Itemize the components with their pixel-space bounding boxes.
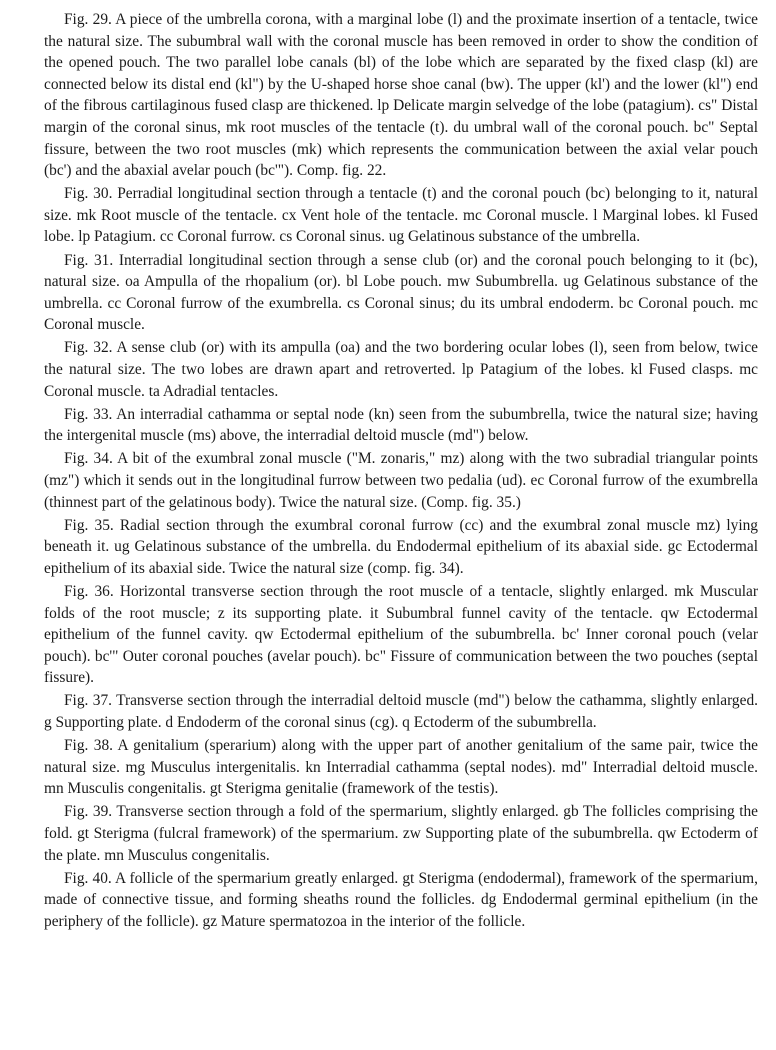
caption-fig-38: Fig. 38. A genitalium (sperarium) along with the upper part of another genitalium of the same pair, twice the natural size. mg Musculus intergenitalis. kn Interradial cathamma (septal nodes). md" Interradial deltoid muscle. mn Musculis congenitalis. gt Sterigma genitalie (framework of the testis). — [44, 737, 758, 798]
caption-fig-33: Fig. 33. An interradial cathamma or septal node (kn) seen from the subumbrella, twice the natural size; having the intergenital muscle (ms) above, the interradial deltoid muscle (md") below. — [44, 405, 758, 445]
caption-fig-31: Fig. 31. Interradial longitudinal section through a sense club (or) and the coronal pouch belonging to it (bc), natural size. oa Ampulla of the rhopalium (or). bl Lobe pouch. mw Subumbrella. ug Gelatinous substance of the umbrella. cc Coronal furrow of the exumbrella. cs Coronal sinus; du its umbral endoderm. bc Coronal pouch. mc Coronal muscle. — [44, 251, 758, 334]
caption-fig-36: Fig. 36. Horizontal transverse section through the root muscle of a tentacle, slightly enlarged. mk Muscular folds of the root muscle; z its supporting plate. it Subumbral funnel cavity of the tentacle. qw Ectodermal epithelium of the funnel cavity. qw Ectodermal epithelium of the subumbrella. bc' Inner coronal pouch (velar pouch). bc'" Outer coronal pouches (avelar pouch). bc" Fissure of communication between the two pouches (septal fissure). — [44, 582, 758, 687]
caption-fig-37: Fig. 37. Transverse section through the interradial deltoid muscle (md") below the cathamma, slightly enlarged. g Supporting plate. d Endoderm of the coronal sinus (cg). q Ectoderm of the subumbrella. — [44, 692, 758, 731]
caption-fig-34: Fig. 34. A bit of the exumbral zonal muscle ("M. zonaris," mz) along with the two subradial triangular points (mz") which it sends out in the longitudinal furrow between two pedalia (ud). ec Coronal furrow of the exumbrella (thinnest part of the gelatinous body). Twice the natural size. (Comp. fig. 35.) — [44, 450, 758, 511]
caption-fig-35: Fig. 35. Radial section through the exumbral coronal furrow (cc) and the exumbral zonal muscle mz) lying beneath it. ug Gelatinous substance of the umbrella. du Endodermal epithelium of its abaxial side. gc Ectodermal epithelium of its abaxial side. Twice the natural size (comp. fig. 34). — [44, 516, 758, 577]
caption-fig-29: Fig. 29. A piece of the umbrella corona, with a marginal lobe (l) and the proximate insertion of a tentacle, twice the natural size. The subumbral wall with the coronal muscle has been removed in order to show the condition of the opened pouch. The two parallel lobe canals (bl) of the lobe which are separated by the fixed clasp (kl) are connected below its distal end (kl") by the U-shaped horse shoe canal (bw). The upper (kl') and the lower (kl") end of the fibrous cartilaginous fused clasp are thickened. lp Delicate margin selvedge of the lobe (patagium). cs" Distal margin of the coronal sinus, mk root muscles of the tentacle (t). du umbral wall of the coronal pouch. bc" Septal fissure, between the two root muscles (mk) which represents the communication between the axial velar pouch (bc') and the abaxial avelar pouch (bc'"). Comp. fig. 22. — [44, 11, 758, 180]
caption-fig-32: Fig. 32. A sense club (or) with its ampulla (oa) and the two bordering ocular lobes (l), seen from below, twice the natural size. The two lobes are drawn apart and retroverted. lp Patagium of the lobes. kl Fused clasps. mc Coronal muscle. ta Adradial tentacles. — [44, 339, 758, 400]
figure-captions-page — [44, 9, 758, 934]
caption-fig-39: Fig. 39. Transverse section through a fold of the spermarium, slightly enlarged. gb The follicles comprising the fold. gt Sterigma (fulcral framework) of the spermarium. zw Supporting plate of the subumbrella. qw Ectoderm of the plate. mn Musculus congenitalis. — [44, 803, 758, 864]
caption-fig-40: Fig. 40. A follicle of the spermarium greatly enlarged. gt Sterigma (endodermal), framework of the spermarium, made of connective tissue, and forming sheaths round the follicles. dg Endodermal germinal epithelium (in the periphery of the follicle). gz Mature spermatozoa in the interior of the follicle. — [44, 869, 758, 930]
caption-fig-30: Fig. 30. Perradial longitudinal section through a tentacle (t) and the coronal pouch (bc) belonging to it, natural size. mk Root muscle of the tentacle. cx Vent hole of the tentacle. mc Coronal muscle. l Marginal lobes. kl Fused lobe. lp Patagium. cc Coronal furrow. cs Coronal sinus. ug Gelatinous substance of the umbrella. — [44, 185, 758, 246]
